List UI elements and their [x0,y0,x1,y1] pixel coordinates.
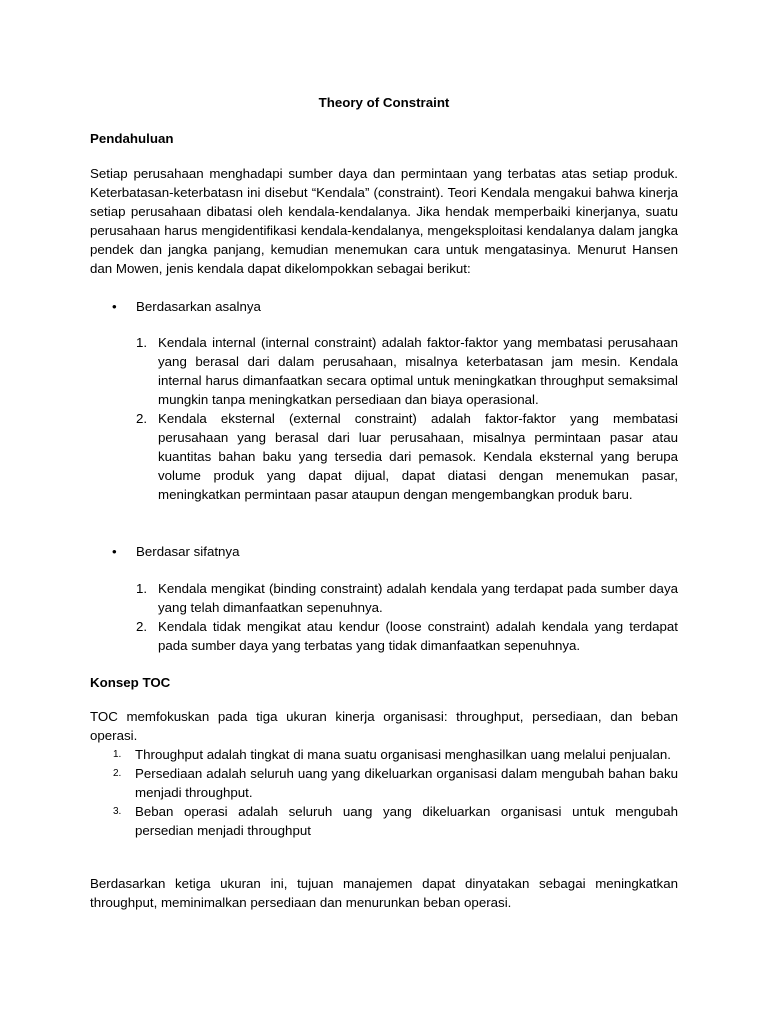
list-number: 2. [136,619,148,634]
bullet-label: Berdasar sifatnya [136,544,240,559]
list-item-text: Beban operasi adalah seluruh uang yang dikeluarkan organisasi untuk mengubah persedian menjadi throughput [135,804,678,838]
list-item-text: Kendala mengikat (binding constraint) adalah kendala yang terdapat pada sumber daya yang telah dimanfaatkan sepenuhnya. [158,581,678,615]
list-item-text: Persediaan adalah seluruh uang yang dikeluarkan organisasi dalam mengubah bahan baku menjadi throughput. [135,766,678,800]
list-item [136,617,678,655]
list-item [136,409,678,504]
list-number: 3. [113,806,122,817]
bullet-symbol: • [112,544,117,559]
section-heading-pendahuluan: Pendahuluan [90,131,174,146]
list-item-text: Throughput adalah tingkat di mana suatu organisasi menghasilkan uang melalui penjualan. [135,747,671,762]
conclusion-paragraph: Berdasarkan ketiga ukuran ini, tujuan manajemen dapat dinyatakan sebagai meningkatkan throughput, meminimalkan persediaan dan menurunkan beban operasi. [90,876,678,910]
intro-paragraph: Setiap perusahaan menghadapi sumber daya dan permintaan yang terbatas atas setiap produk. Keterbatasan-keterbatasn ini disebut “Kendala” (constraint). Teori Kendala mengakui bahwa kinerja setiap perusahaan dibatasi oleh kendala-kendalanya. Jika hendak memperbaiki kinerjanya, suatu perusahaan harus mengidentifikasi kendala-kendalanya, mengeksploitasi kendalanya dalam jangka pendek dan jangka panjang, kemudian menemukan cara untuk mengatasinya. Menurut Hansen dan Mowen, jenis kendala dapat dikelompokkan sebagai berikut: [90,166,678,276]
list-item-text: Kendala eksternal (external constraint) adalah faktor-faktor yang membatasi perusahaan yang berasal dari luar perusahaan, misalnya permintaan pasar atau kuantitas bahan baku yang tersedia dari pemasok. Kendala eksternal yang berupa volume produk yang dapat dijual, dapat diatasi dengan menemukan pasar, meningkatkan permintaan pasar ataupun dengan mengembangkan produk baru. [158,411,678,502]
bullet-symbol: • [112,299,117,314]
section-heading-konsep-toc: Konsep TOC [90,675,171,690]
bullet-berdasarkan-asalnya [112,297,678,316]
toc-intro-paragraph: TOC memfokuskan pada tiga ukuran kinerja organisasi: throughput, persediaan, dan beban operasi. [90,709,678,743]
list-number: 1. [136,335,148,350]
list-item-text: Kendala internal (internal constraint) adalah faktor-faktor yang membatasi perusahaan yang berasal dari dalam perusahaan, misalnya keterbatasan jam mesin. Kendala internal harus dimanfaatkan secara optimal untuk meningkatkan throughput semaksimal mungkin tanpa meningkatkan persediaan dan biaya operasional. [158,335,678,407]
list-item-text: Kendala tidak mengikat atau kendur (loose constraint) adalah kendala yang terdapat pada sumber daya yang terbatas yang tidak dimanfaatkan sepenuhnya. [158,619,678,653]
list-item [136,333,678,409]
bullet-label: Berdasarkan asalnya [136,299,261,314]
list-item [113,764,678,802]
list-item [113,802,678,840]
list-number: 1. [136,581,148,596]
list-item [113,745,678,764]
list-number: 2. [113,768,122,779]
toc-list [113,745,678,840]
document-title: Theory of Constraint [318,95,450,110]
bullet-berdasar-sifatnya [112,542,678,561]
sifat-list [136,579,678,655]
list-number: 2. [136,411,148,426]
list-item [136,579,678,617]
list-number: 1. [113,749,122,760]
asal-list [136,333,678,504]
